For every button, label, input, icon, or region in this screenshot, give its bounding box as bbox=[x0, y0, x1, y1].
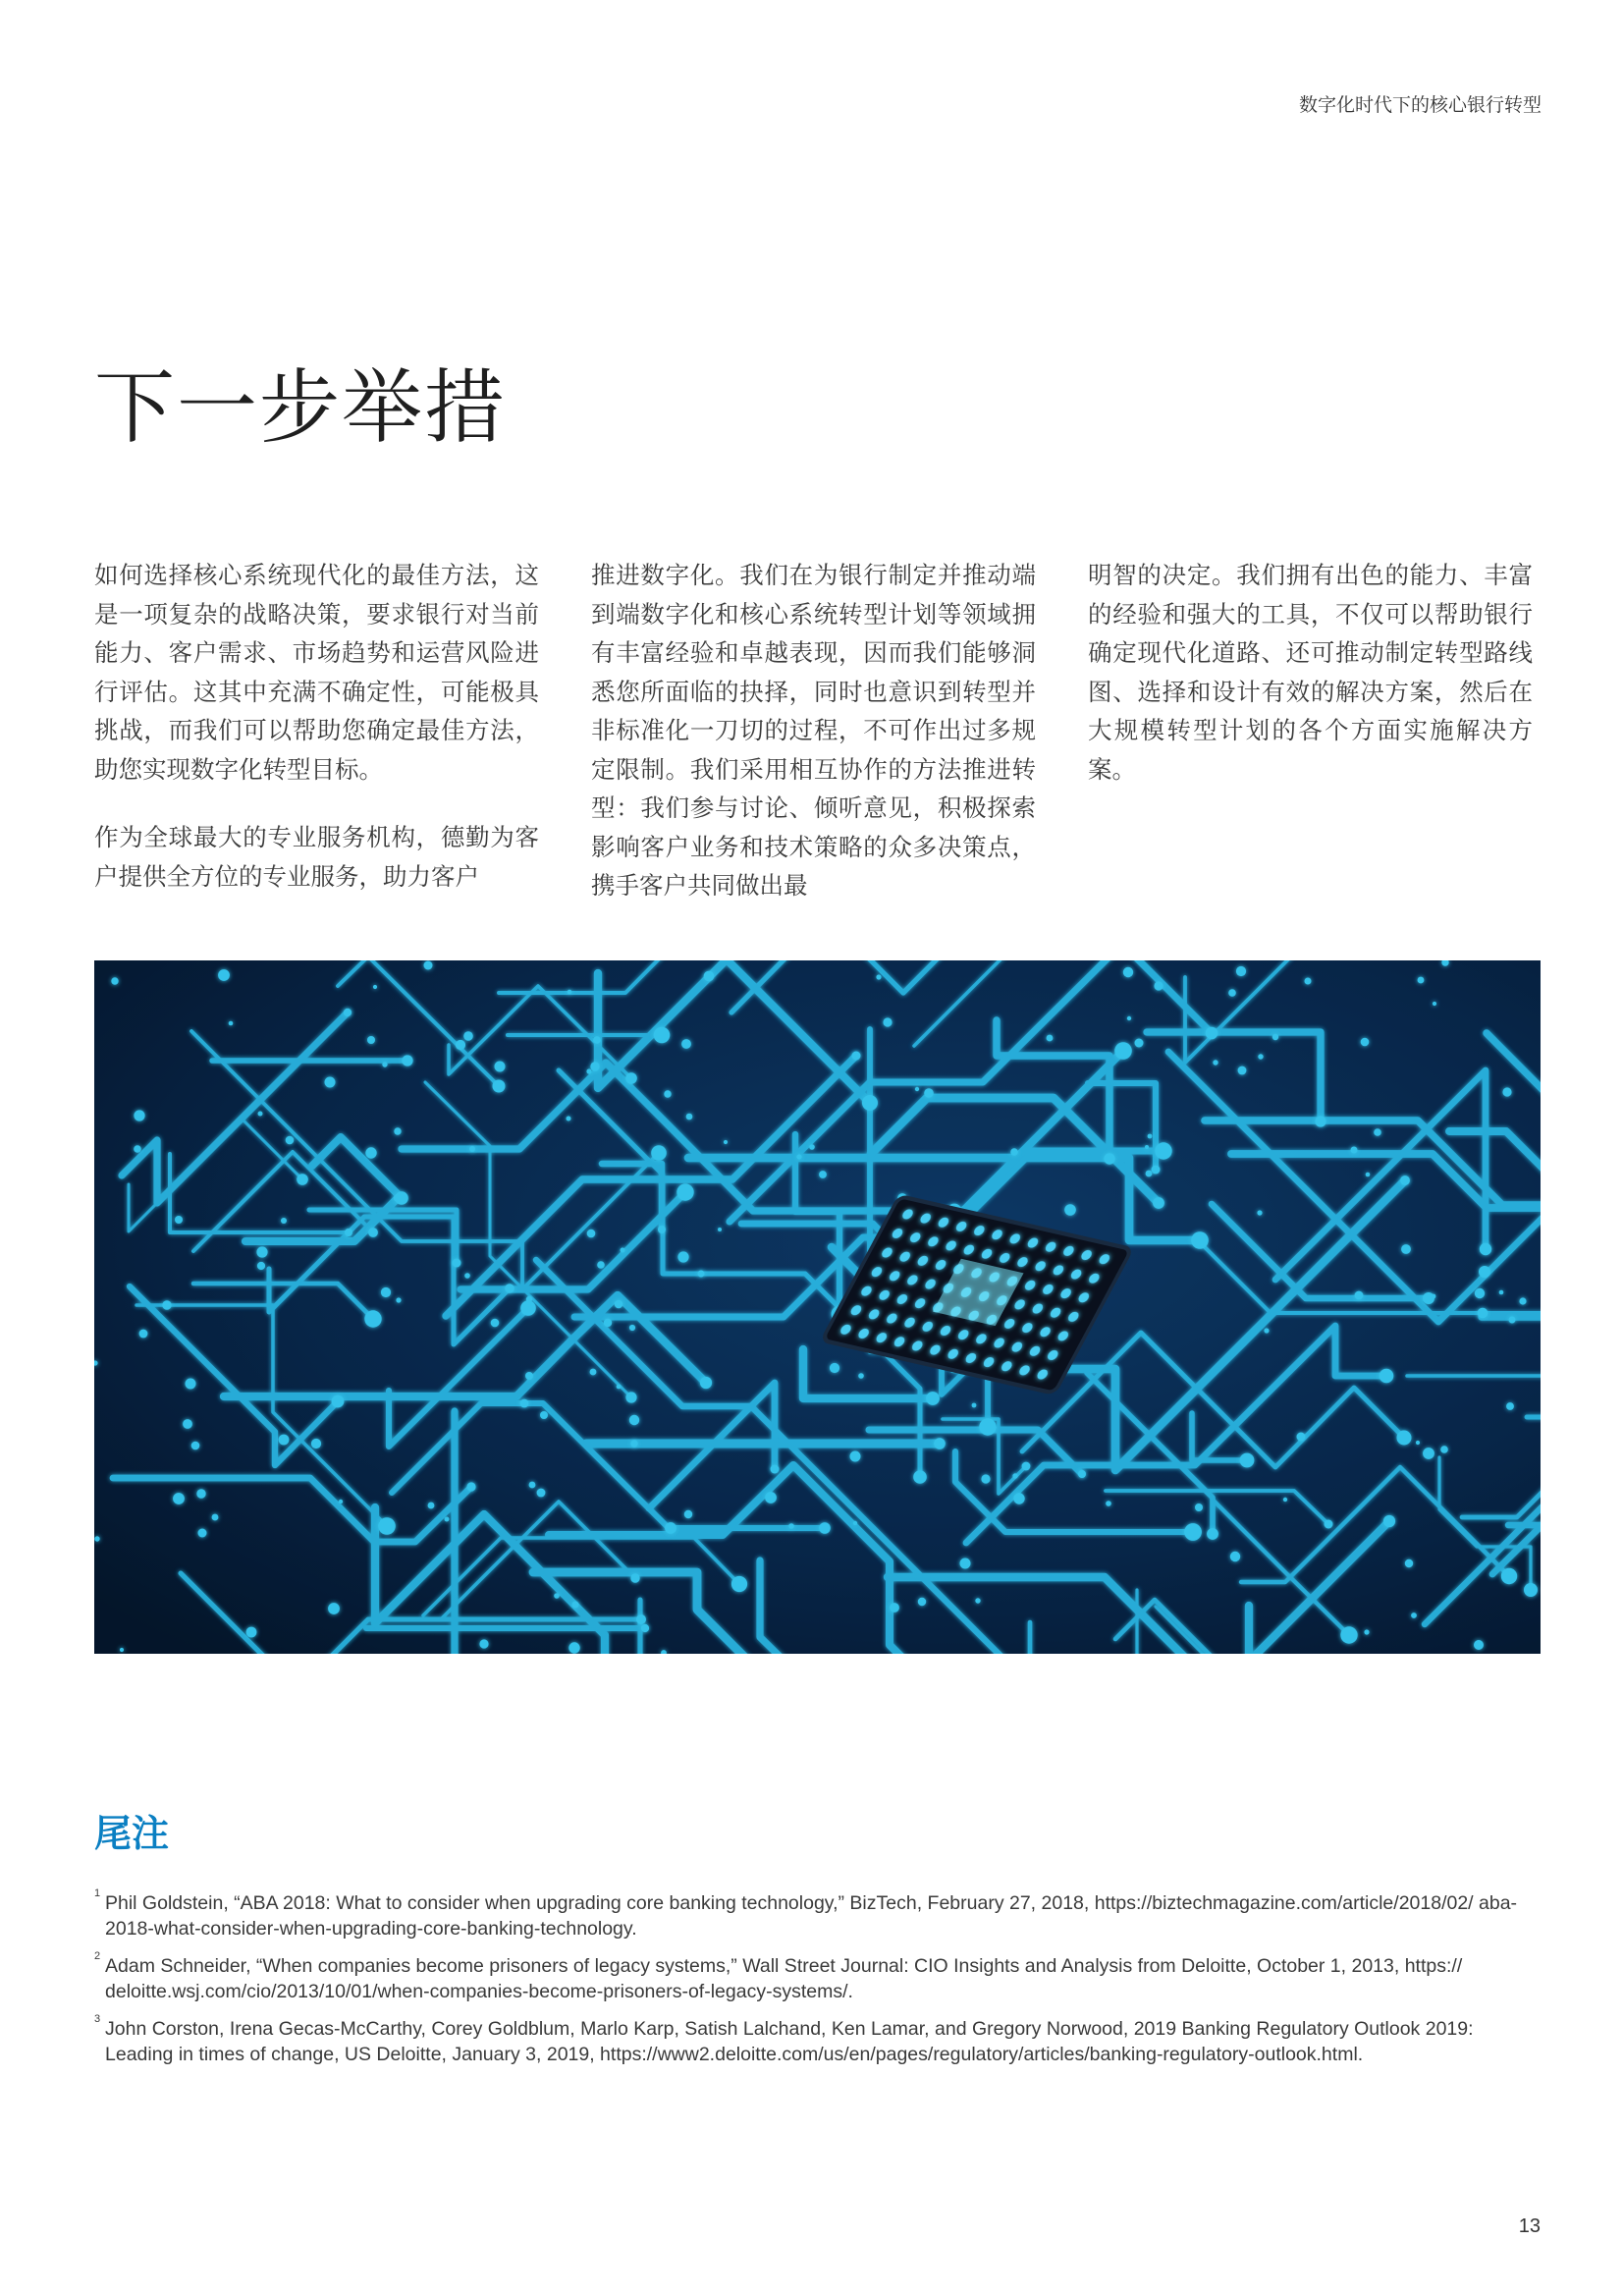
paragraph: 推进数字化。我们在为银行制定并推动端到端数字化和核心系统转型计划等领域拥有丰富经验和卓越表现，因而我们能够洞悉您所面临的抉择，同时也意识到转型并非标准化一刀切的过程，不可作出过多规定限制。我们采用相互协作的方法推进转型：我们参与讨论、倾听意见，积极探索影响客户业务和技术策略的众多决策点，携手客户共同做出最 bbox=[591, 561, 1036, 900]
body-columns bbox=[94, 556, 1533, 935]
circuit-board-illustration bbox=[94, 960, 1541, 1654]
footnotes bbox=[94, 1887, 1545, 2079]
column-1 bbox=[94, 556, 539, 935]
footnote-number: 1 bbox=[94, 1887, 101, 1899]
page-number: 13 bbox=[1518, 2215, 1541, 2237]
paragraph: 明智的决定。我们拥有出色的能力、丰富的经验和强大的工具，不仅可以帮助银行确定现代化道路、还可推动制定转型路线图、选择和设计有效的解决方案，然后在大规模转型计划的各个方面实施解决方案。 bbox=[1088, 561, 1533, 784]
footnote-3 bbox=[94, 2013, 1545, 2067]
running-header: 数字化时代下的核心银行转型 bbox=[1298, 94, 1542, 116]
footnote-2 bbox=[94, 1950, 1545, 2004]
column-2 bbox=[591, 556, 1036, 935]
page-title: 下一步举措 bbox=[94, 361, 508, 455]
paragraph: 作为全球最大的专业服务机构，德勤为客户提供全方位的专业服务，助力客户 bbox=[94, 823, 539, 891]
footnote-text: Adam Schneider, “When companies become prisoners of legacy systems,” Wall Street Journal: CIO Insights and Analysis from Deloitte, October 1, 2013, https:// deloitte.wsj.com/cio/2013/10/01/when-companies-become-prisoners-of-legacy-systems/. bbox=[105, 1955, 1463, 2002]
paragraph: 如何选择核心系统现代化的最佳方法，这是一项复杂的战略决策，要求银行对当前能力、客户需求、市场趋势和运营风险进行评估。这其中充满不确定性，可能极具挑战，而我们可以帮助您确定最佳方法，助您实现数字化转型目标。 bbox=[94, 561, 539, 784]
footnote-1 bbox=[94, 1887, 1545, 1941]
footnote-text: Phil Goldstein, “ABA 2018: What to consider when upgrading core banking technology,” BizTech, February 27, 2018, https://biztechmagazine.com/article/2018/02/ aba-2018-what-consider-when-upgrading-core-banking-technology. bbox=[105, 1892, 1518, 1940]
footnote-number: 3 bbox=[94, 2013, 101, 2025]
endnotes-title: 尾注 bbox=[94, 1812, 170, 1855]
footnote-number: 2 bbox=[94, 1950, 101, 1962]
circuit-board-image bbox=[94, 960, 1541, 1654]
footnote-text: John Corston, Irena Gecas-McCarthy, Corey Goldblum, Marlo Karp, Satish Lalchand, Ken Lamar, and Gregory Norwood, 2019 Banking Regulatory Outlook 2019: Leading in times of change, US Deloitte, January 3, 2019, https://www2.deloitte.com/us/en/pages/regulatory/articles/banking-regulatory-outlook.html. bbox=[105, 2018, 1474, 2065]
column-3 bbox=[1088, 556, 1533, 935]
